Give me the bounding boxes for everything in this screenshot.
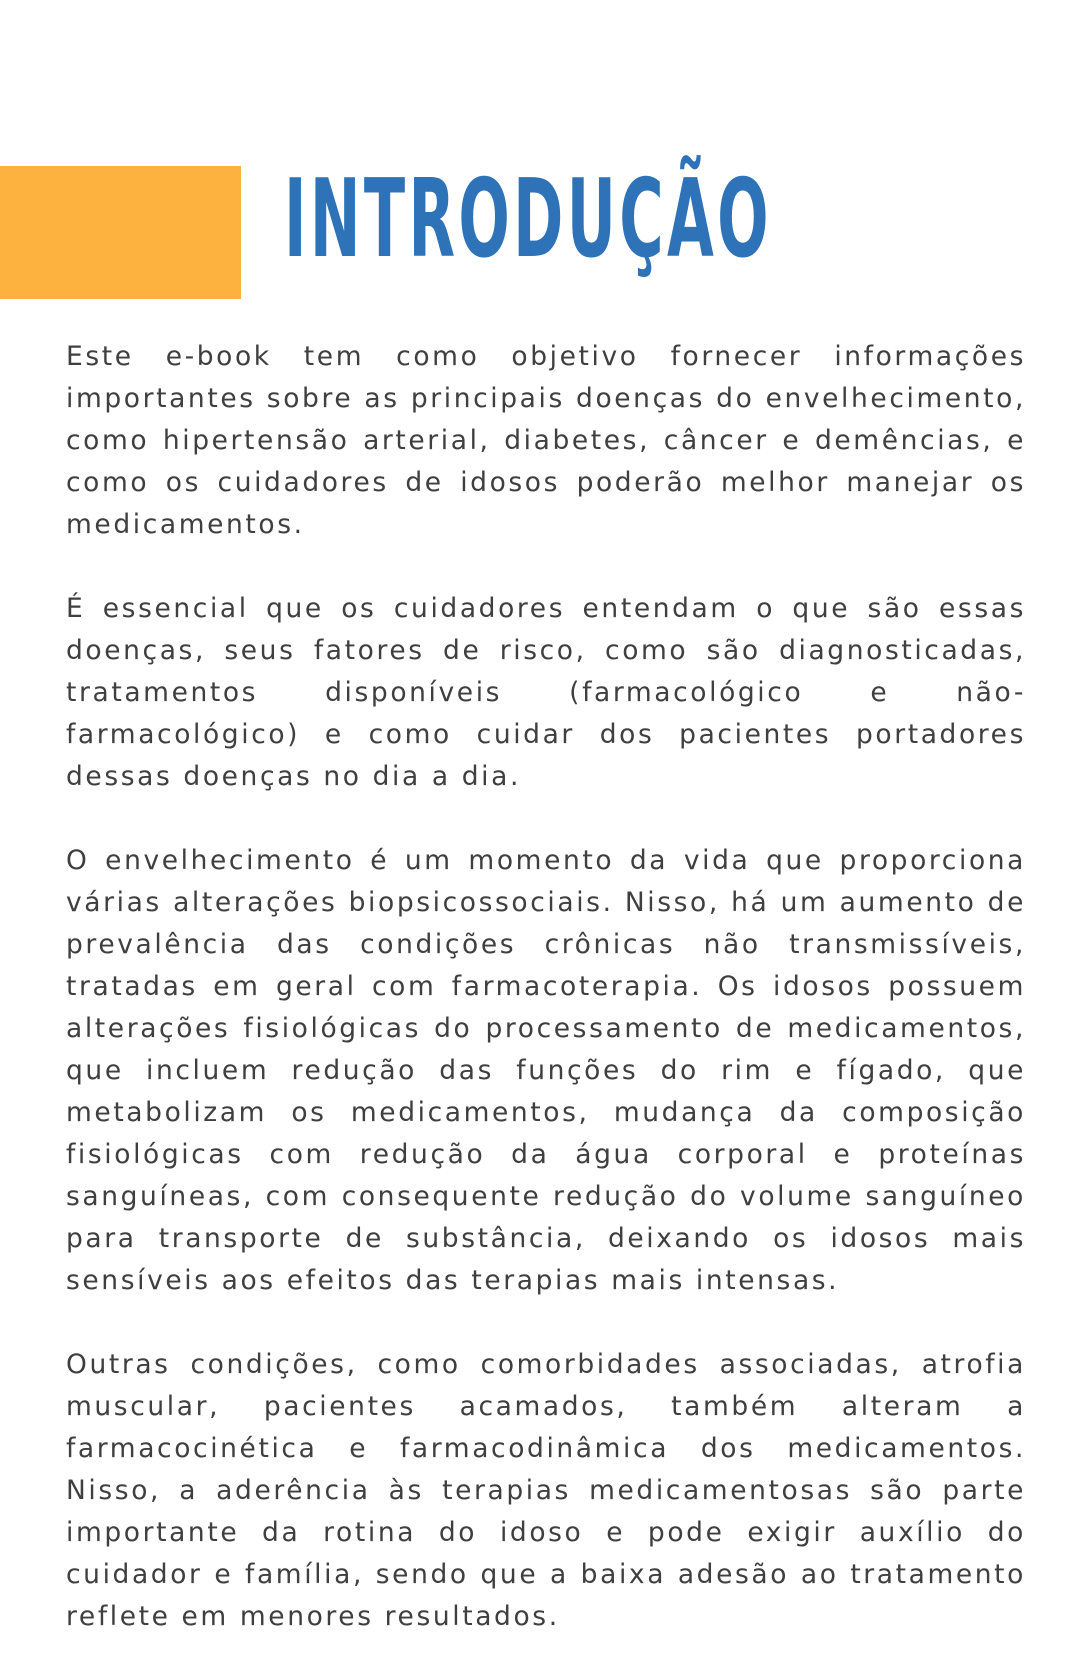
accent-block [0,166,241,299]
page-title: INTRODUÇÃO [284,157,772,282]
body-text [66,336,1026,1680]
paragraph-4: Outras condições, como comorbidades associadas, atrofia muscular, pacientes acamados, também alteram a farmacocinética e farmacodinâmica dos medicamentos. Nisso, a aderência às terapias medicamentosas são parte importante da rotina do idoso e pode exigir auxílio do cuidador e família, sendo que a baixa adesão ao tratamento reflete em menores resultados. [66,1349,1026,1632]
paragraph-3: O envelhecimento é um momento da vida que proporciona várias alterações biopsicossociais. Nisso, há um aumento de prevalência das condições crônicas não transmissíveis, tratadas em geral com farmacoterapia. Os idosos possuem alterações fisiológicas do processamento de medicamentos, que incluem redução das funções do rim e fígado, que metabolizam os medicamentos, mudança da composição fisiológicas com redução da água corporal e proteínas sanguíneas, com consequente redução do volume sanguíneo para transporte de substância, deixando os idosos mais sensíveis aos efeitos das terapias mais intensas. [66,845,1026,1296]
paragraph-1: Este e-book tem como objetivo fornecer informações importantes sobre as principais doenças do envelhecimento, como hipertensão arterial, diabetes, câncer e demências, e como os cuidadores de idosos poderão melhor manejar os medicamentos. [66,341,1026,540]
paragraph-2: É essencial que os cuidadores entendam o que são essas doenças, seus fatores de risco, como são diagnosticadas, tratamentos disponíveis (farmacológico e não-farmacológico) e como cuidar dos pacientes portadores dessas doenças no dia a dia. [66,593,1026,792]
